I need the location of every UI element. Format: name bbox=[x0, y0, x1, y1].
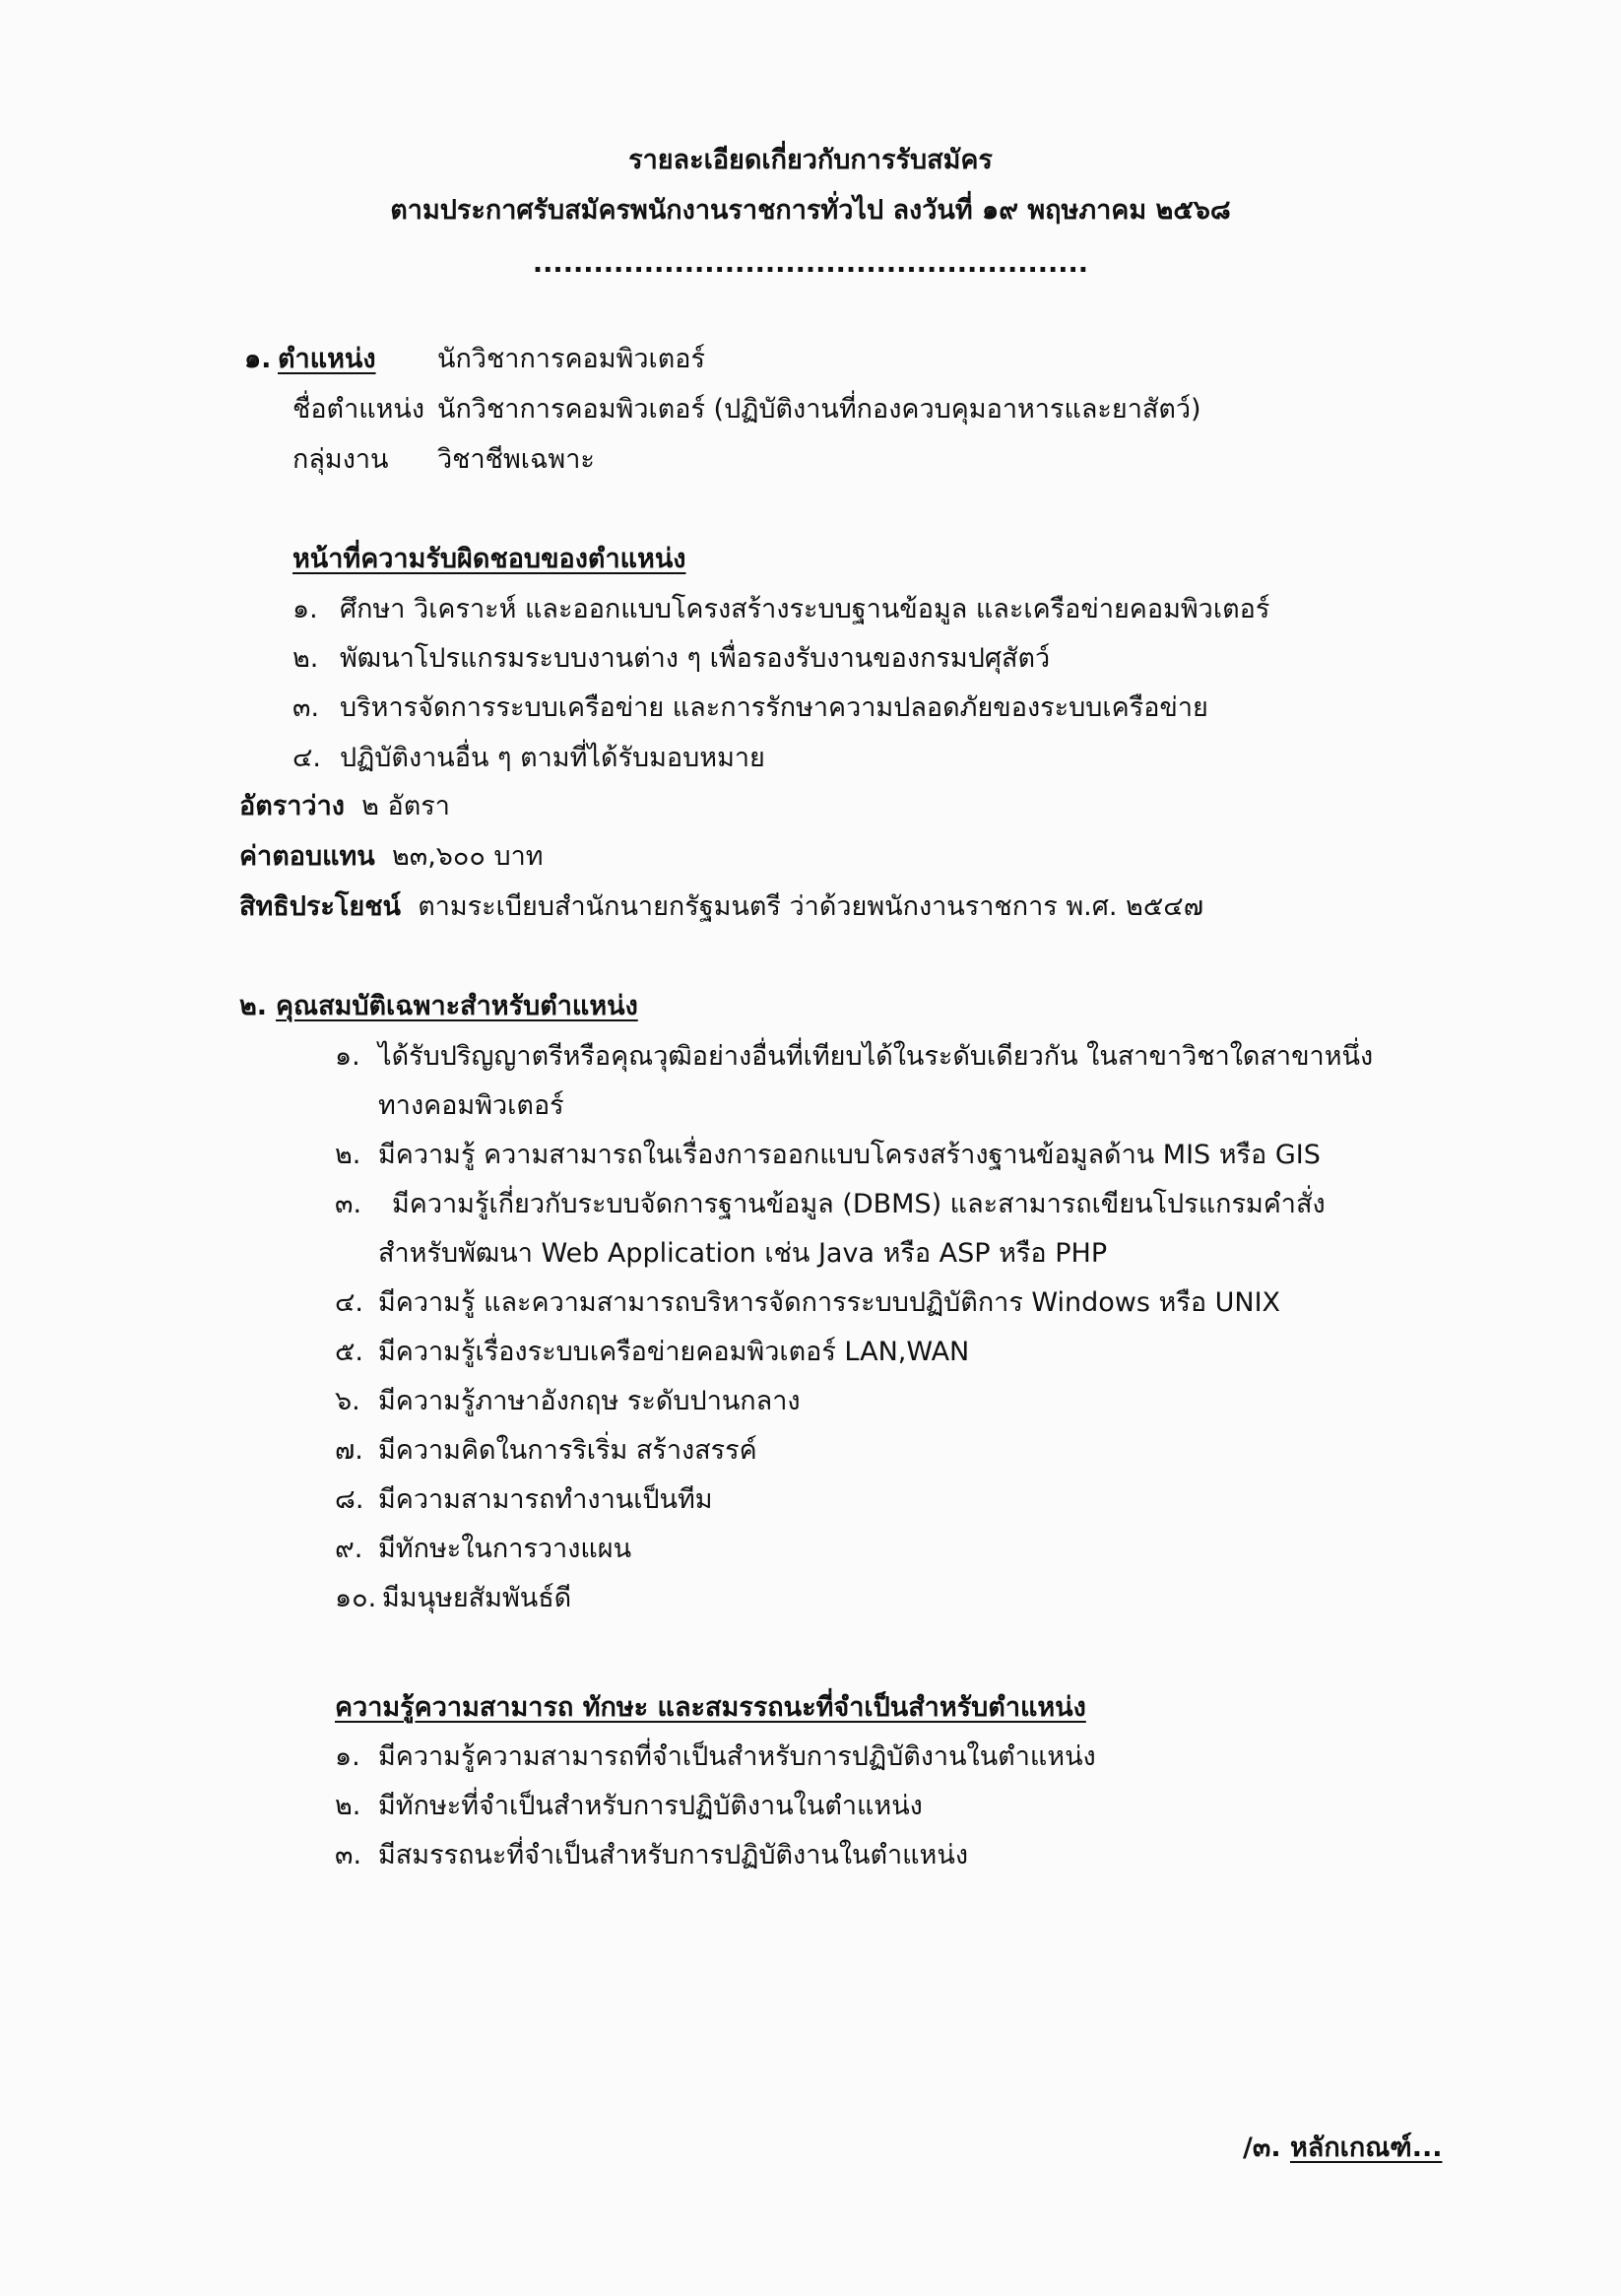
qualification-item: ๑๐. มีมนุษยสัมพันธ์ดี bbox=[335, 1583, 572, 1613]
duty-item: ๔. ปฏิบัติงานอื่น ๆ ตามที่ได้รับมอบหมาย bbox=[292, 743, 765, 773]
qualification-item: ๓. มีความรู้เกี่ยวกับระบบจัดการฐานข้อมูล (DBMS) และสามารถเขียนโปรแกรมคำสั่ง bbox=[335, 1189, 1326, 1219]
section2-number: ๒. bbox=[239, 991, 268, 1021]
competency-heading: ความรู้ความสามารถ ทักษะ และสมรรถนะที่จำเป็นสำหรับตำแหน่ง bbox=[335, 1692, 1086, 1723]
position-label: ตำแหน่ง bbox=[278, 344, 376, 374]
competency-item: ๓. มีสมรรถนะที่จำเป็นสำหรับการปฏิบัติงานในตำแหน่ง bbox=[335, 1840, 968, 1870]
qualifications-heading: คุณสมบัติเฉพาะสำหรับตำแหน่ง bbox=[276, 991, 638, 1021]
duty-item: ๒. พัฒนาโปรแกรมระบบงานต่าง ๆ เพื่อรองรับงานของกรมปศุสัตว์ bbox=[292, 643, 1051, 674]
qualification-item: ๑. ได้รับปริญญาตรีหรือคุณวุฒิอย่างอื่นที่เทียบได้ในระดับเดียวกัน ในสาขาวิชาใดสาขาหนึ่ง bbox=[335, 1041, 1374, 1072]
duty-item: ๑. ศึกษา วิเคราะห์ และออกแบบโครงสร้างระบบฐานข้อมูล และเครือข่ายคอมพิวเตอร์ bbox=[292, 594, 1270, 624]
duty-item: ๓. บริหารจัดการระบบเครือข่าย และการรักษาความปลอดภัยของระบบเครือข่าย bbox=[292, 692, 1208, 723]
salary-line bbox=[239, 839, 544, 875]
qualification-item: ๔. มีความรู้ และความสามารถบริหารจัดการระบบปฏิบัติการ Windows หรือ UNIX bbox=[335, 1287, 1281, 1318]
position-value: นักวิชาการคอมพิวเตอร์ bbox=[437, 344, 705, 374]
vacancy-label: อัตราว่าง bbox=[239, 791, 345, 821]
page-continuation bbox=[1243, 2131, 1442, 2166]
benefit-line bbox=[239, 889, 1203, 925]
qualification-item: ๘. มีความสามารถทำงานเป็นทีม bbox=[335, 1484, 713, 1515]
competency-item: ๒. มีทักษะที่จำเป็นสำหรับการปฏิบัติงานในตำแหน่ง bbox=[335, 1791, 923, 1821]
title-divider: ....................................................... bbox=[532, 248, 1089, 279]
qualification-item: ๗. มีความคิดในการริเริ่ม สร้างสรรค์ bbox=[335, 1435, 757, 1466]
vacancy-line bbox=[239, 789, 450, 824]
position-title-label: ชื่อตำแหน่ง bbox=[292, 394, 425, 425]
benefit-label: สิทธิประโยชน์ bbox=[239, 891, 402, 922]
salary-value: ๒๓,๖๐๐ บาท bbox=[391, 841, 544, 872]
continuation-next: หลักเกณฑ์... bbox=[1289, 2132, 1443, 2163]
competency-item: ๑. มีความรู้ความสามารถที่จำเป็นสำหรับการปฏิบัติงานในตำแหน่ง bbox=[335, 1741, 1096, 1772]
section1-number: ๑. bbox=[244, 344, 272, 374]
qualification-item: ๕. มีความรู้เรื่องระบบเครือข่ายคอมพิวเตอร์ LAN,WAN bbox=[335, 1337, 970, 1367]
qualification-item: ๖. มีความรู้ภาษาอังกฤษ ระดับปานกลาง bbox=[335, 1386, 801, 1416]
page-title: รายละเอียดเกี่ยวกับการรับสมัคร bbox=[628, 145, 993, 175]
page-subtitle: ตามประกาศรับสมัครพนักงานราชการทั่วไป ลงวันที่ ๑๙ พฤษภาคม ๒๕๖๘ bbox=[390, 195, 1231, 226]
qualification-item-continued: สำหรับพัฒนา Web Application เช่น Java หรือ ASP หรือ PHP bbox=[378, 1238, 1108, 1269]
vacancy-value: ๒ อัตรา bbox=[361, 791, 450, 821]
job-group-label: กลุ่มงาน bbox=[292, 444, 389, 475]
position-title-value: นักวิชาการคอมพิวเตอร์ (ปฏิบัติงานที่กองควบคุมอาหารและยาสัตว์) bbox=[437, 394, 1201, 425]
qualification-item-continued: ทางคอมพิวเตอร์ bbox=[378, 1090, 564, 1121]
duties-heading: หน้าที่ความรับผิดชอบของตำแหน่ง bbox=[292, 544, 686, 574]
job-group-value: วิชาชีพเฉพาะ bbox=[437, 444, 595, 475]
salary-label: ค่าตอบแทน bbox=[239, 841, 375, 872]
qualification-item: ๒. มีความรู้ ความสามารถในเรื่องการออกแบบโครงสร้างฐานข้อมูลด้าน MIS หรือ GIS bbox=[335, 1140, 1321, 1170]
benefit-value: ตามระเบียบสำนักนายกรัฐมนตรี ว่าด้วยพนักงานราชการ พ.ศ. ๒๕๔๗ bbox=[418, 891, 1203, 922]
continuation-prefix: /๓. bbox=[1243, 2132, 1281, 2163]
qualification-item: ๙. มีทักษะในการวางแผน bbox=[335, 1534, 632, 1564]
